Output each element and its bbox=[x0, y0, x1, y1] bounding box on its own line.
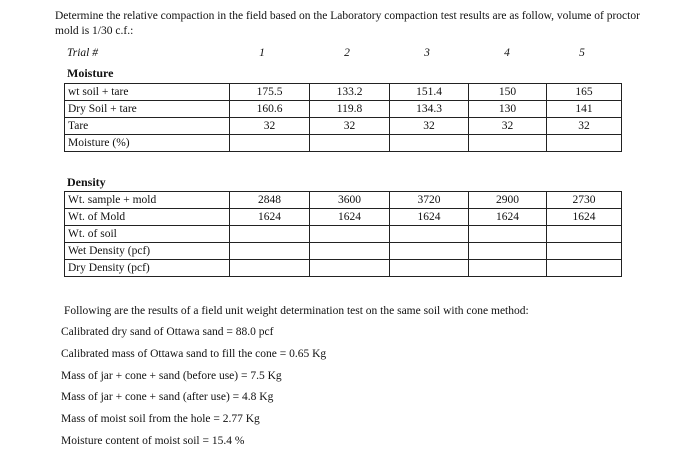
field-test-line: Calibrated dry sand of Ottawa sand = 88.0 pcf bbox=[61, 326, 274, 338]
table-cell: 32 bbox=[310, 118, 390, 135]
density-section-title: Density bbox=[67, 175, 106, 189]
table-cell bbox=[547, 260, 622, 277]
table-cell bbox=[469, 243, 547, 260]
row-label: Wt. of soil bbox=[65, 226, 230, 243]
table-cell bbox=[310, 226, 390, 243]
trial-header-row bbox=[67, 47, 627, 63]
table-cell: 32 bbox=[469, 118, 547, 135]
row-label: Dry Density (pcf) bbox=[65, 260, 230, 277]
table-cell: 150 bbox=[469, 84, 547, 101]
table-row bbox=[65, 135, 622, 152]
table-cell: 32 bbox=[390, 118, 469, 135]
table-cell bbox=[230, 135, 310, 152]
row-label: Dry Soil + tare bbox=[65, 101, 230, 118]
table-cell: 1624 bbox=[390, 209, 469, 226]
table-row bbox=[65, 192, 622, 209]
table-cell: 3720 bbox=[390, 192, 469, 209]
row-label: Tare bbox=[65, 118, 230, 135]
table-cell bbox=[469, 135, 547, 152]
table-cell: 151.4 bbox=[390, 84, 469, 101]
table-cell: 3600 bbox=[310, 192, 390, 209]
table-cell bbox=[310, 260, 390, 277]
trial-number-1: 1 bbox=[259, 47, 265, 59]
table-cell: 141 bbox=[547, 101, 622, 118]
table-cell bbox=[390, 226, 469, 243]
trial-number-4: 4 bbox=[504, 47, 510, 59]
table-cell bbox=[310, 135, 390, 152]
table-cell: 1624 bbox=[469, 209, 547, 226]
row-label: wt soil + tare bbox=[65, 84, 230, 101]
table-cell: 130 bbox=[469, 101, 547, 118]
table-cell: 32 bbox=[230, 118, 310, 135]
table-cell: 165 bbox=[547, 84, 622, 101]
table-cell: 133.2 bbox=[310, 84, 390, 101]
field-test-line: Moisture content of moist soil = 15.4 % bbox=[61, 435, 245, 447]
density-table bbox=[64, 191, 622, 277]
trial-label: Trial # bbox=[67, 47, 99, 59]
table-cell: 1624 bbox=[310, 209, 390, 226]
table-row bbox=[65, 243, 622, 260]
table-cell bbox=[390, 135, 469, 152]
table-cell bbox=[230, 260, 310, 277]
field-test-line: Calibrated mass of Ottawa sand to fill the cone = 0.65 Kg bbox=[61, 348, 327, 360]
table-cell bbox=[230, 243, 310, 260]
row-label: Wt. of Mold bbox=[65, 209, 230, 226]
table-cell: 1624 bbox=[230, 209, 310, 226]
field-test-line: Mass of jar + cone + sand (before use) = 7.5 Kg bbox=[61, 370, 282, 382]
table-cell bbox=[469, 260, 547, 277]
table-cell: 160.6 bbox=[230, 101, 310, 118]
table-cell bbox=[390, 243, 469, 260]
table-row bbox=[65, 260, 622, 277]
table-row bbox=[65, 101, 622, 118]
field-test-line: Mass of moist soil from the hole = 2.77 Kg bbox=[61, 413, 260, 425]
field-test-line: Mass of jar + cone + sand (after use) = 4.8 Kg bbox=[61, 391, 274, 403]
field-test-intro: Following are the results of a field unit weight determination test on the same soil with cone method: bbox=[64, 305, 529, 317]
table-cell: 32 bbox=[547, 118, 622, 135]
table-cell: 119.8 bbox=[310, 101, 390, 118]
moisture-section-title: Moisture bbox=[67, 66, 114, 80]
trial-number-2: 2 bbox=[344, 47, 350, 59]
table-cell bbox=[547, 135, 622, 152]
table-cell bbox=[230, 226, 310, 243]
trial-number-5: 5 bbox=[579, 47, 585, 59]
table-cell: 1624 bbox=[547, 209, 622, 226]
table-cell bbox=[547, 226, 622, 243]
problem-statement: Determine the relative compaction in the field based on the Laboratory compaction test results are as follow, volume of proctor mold is 1/30 c.f.: bbox=[55, 10, 640, 37]
trial-number-3: 3 bbox=[424, 47, 430, 59]
row-label: Wet Density (pcf) bbox=[65, 243, 230, 260]
table-cell bbox=[390, 260, 469, 277]
table-row bbox=[65, 209, 622, 226]
row-label: Moisture (%) bbox=[65, 135, 230, 152]
table-cell: 2730 bbox=[547, 192, 622, 209]
table-cell bbox=[469, 226, 547, 243]
table-cell: 175.5 bbox=[230, 84, 310, 101]
table-row bbox=[65, 118, 622, 135]
table-cell: 134.3 bbox=[390, 101, 469, 118]
table-cell: 2848 bbox=[230, 192, 310, 209]
table-row bbox=[65, 226, 622, 243]
table-cell bbox=[547, 243, 622, 260]
row-label: Wt. sample + mold bbox=[65, 192, 230, 209]
table-row bbox=[65, 84, 622, 101]
table-cell bbox=[310, 243, 390, 260]
table-cell: 2900 bbox=[469, 192, 547, 209]
moisture-table bbox=[64, 83, 622, 152]
